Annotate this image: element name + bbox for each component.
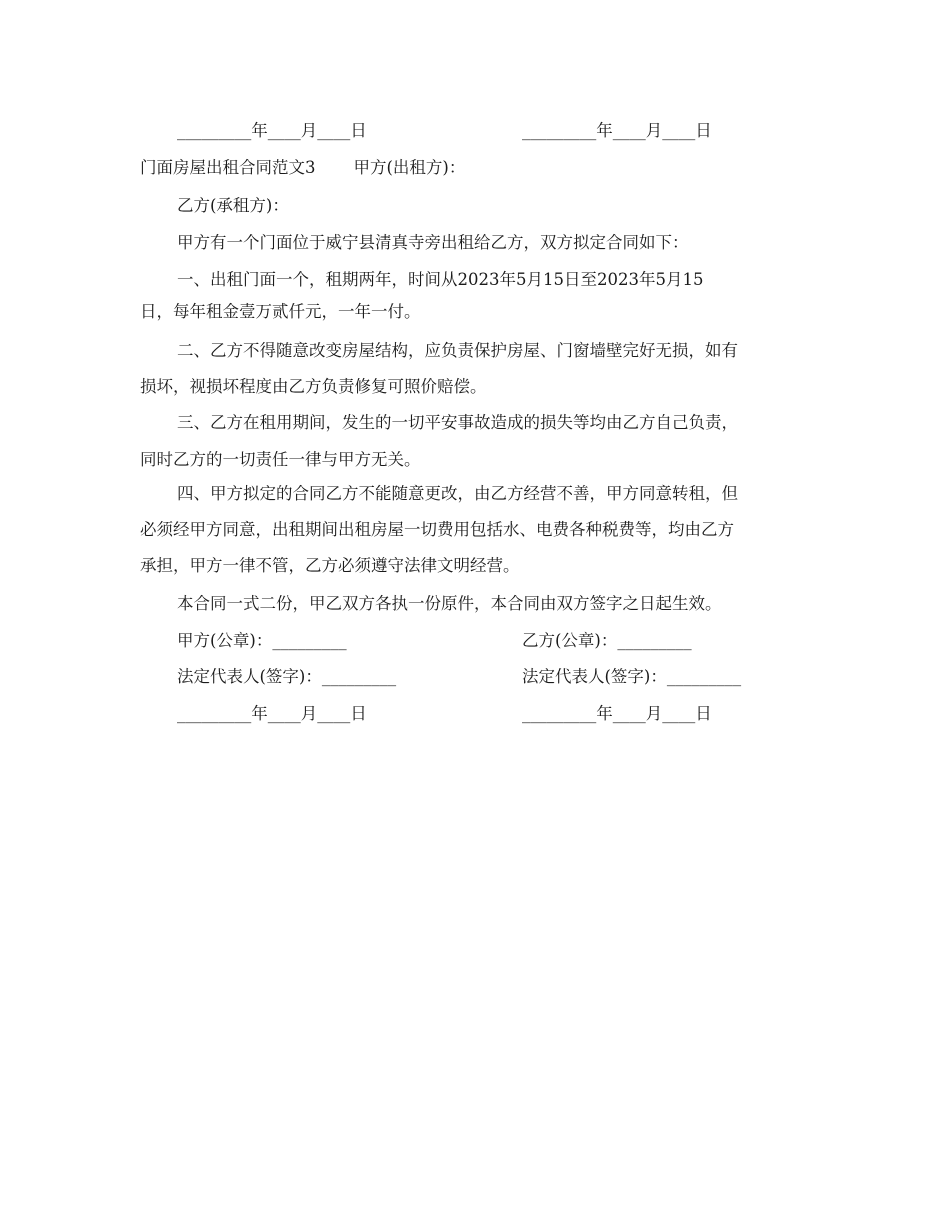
party-b-date: _________年____月____日: [522, 704, 712, 723]
top-date-left: _________年____月____日: [177, 121, 367, 140]
clause-3-line-1: 三、乙方在租用期间，发生的一切平安事故造成的损失等均由乙方自己负责，: [177, 413, 738, 432]
top-date-row: [177, 121, 712, 141]
bottom-date-row: [177, 704, 712, 724]
clause-2-line-1: 二、乙方不得随意改变房屋结构，应负责保护房屋、门窗墙壁完好无损，如有: [177, 341, 738, 360]
party-b-label: 乙方(承租方)：: [177, 196, 289, 215]
representative-row: [177, 667, 742, 687]
party-b-representative: 法定代表人(签字)：_________: [522, 667, 742, 686]
clause-2-line-2: 损坏，视损坏程度由乙方负责修复可照价赔偿。: [140, 377, 487, 396]
clause-4-line-3: 承担，甲方一律不管，乙方必须遵守法律文明经营。: [140, 556, 520, 575]
document-title: 门面房屋出租合同范文3: [140, 158, 316, 177]
party-b-seal: 乙方(公章)：_________: [522, 631, 692, 650]
clause-1-line-2: 日，每年租金壹万贰仟元，一年一付。: [140, 302, 421, 321]
intro-paragraph: 甲方有一个门面位于威宁县清真寺旁出租给乙方，双方拟定合同如下：: [177, 233, 689, 252]
heading-row: [140, 158, 465, 178]
party-a-label: 甲方(出租方)：: [353, 158, 466, 177]
party-a-seal: 甲方(公章)：_________: [177, 631, 347, 650]
clause-3-line-2: 同时乙方的一切责任一律与甲方无关。: [140, 450, 421, 469]
clause-4-line-2: 必须经甲方同意，出租期间出租房屋一切费用包括水、电费各种税费等，均由乙方: [140, 520, 734, 539]
seal-row: [177, 631, 692, 651]
top-date-right: _________年____月____日: [522, 121, 712, 140]
party-a-date: _________年____月____日: [177, 704, 367, 723]
clause-4-line-1: 四、甲方拟定的合同乙方不能随意更改，由乙方经营不善，甲方同意转租，但: [177, 484, 738, 503]
party-a-representative: 法定代表人(签字)：_________: [177, 667, 397, 686]
clause-1-line-1: 一、出租门面一个，租期两年，时间从2023年5月15日至2023年5月15: [177, 270, 704, 289]
closing-paragraph: 本合同一式二份，甲乙双方各执一份原件，本合同由双方签字之日起生效。: [177, 594, 722, 613]
